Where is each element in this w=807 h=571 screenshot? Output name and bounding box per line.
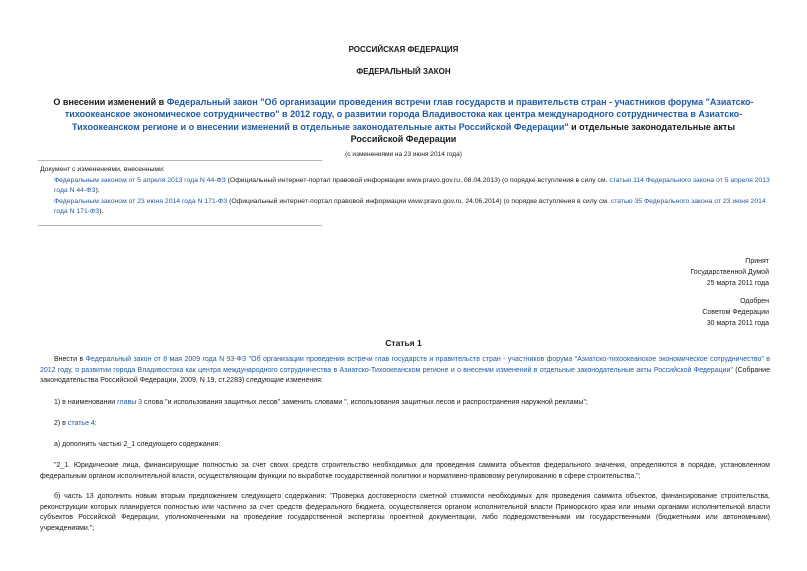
change-item: [40, 176, 772, 197]
p3-article-link[interactable]: статье 4: [67, 420, 95, 427]
approved-label: Одобрен: [740, 298, 769, 305]
body-paragraph-6: [40, 492, 770, 534]
divider-top: [38, 160, 322, 161]
approved-block: [702, 297, 769, 330]
change-text: (Официальный интернет-портал правовой информации www.pravo.gov.ru, 08.04.2013) (о порядке вступления в силу см.: [225, 176, 610, 184]
p2-pre: 1) в наименовании: [54, 399, 118, 406]
change-text: (Официальный интернет-портал правовой информации www.pravo.gov.ru, 24.06.2014) (о порядке вступления в силу см.: [227, 197, 611, 205]
document-title: [48, 96, 759, 146]
change-law-link[interactable]: Федеральным законом от 5 апреля 2013 года N 44-ФЗ: [54, 176, 226, 184]
body-paragraph-4: [40, 440, 770, 451]
accepted-body: Государственной Думой: [690, 268, 769, 276]
accepted-block: [690, 257, 769, 290]
changes-block: [40, 165, 772, 218]
title-post: и отдельные законодательные акты Российской Федерации: [350, 121, 736, 145]
p6-text: б) часть 13 дополнить новым вторым предложением следующего содержания: "Проверка достоверности сметной стоимости необходимых для проведения саммита объектов, финансирование строительства, реконструкции которых планируется полностью или частично за счет средств федерального бюджета, осуществляется органом исполнительной власти Приморского края или иными органами исполнительной власти субъектов Российской Федерации, уполномоченными на проведение государственной экспертизы проектной документации, либо подведомственными им государственными (бюджетными или автономными) учреждениями.";: [40, 493, 770, 532]
change-item: [40, 197, 772, 218]
title-pre: О внесении изменений в: [53, 97, 167, 107]
body-paragraph-2: [40, 398, 770, 409]
p1-pre: Внести в: [54, 356, 86, 363]
approved-date: 30 марта 2011 года: [706, 319, 769, 327]
body-paragraph-3: [40, 419, 770, 430]
p2-chapter-link[interactable]: главы 3: [117, 399, 143, 406]
header-doc-type: ФЕДЕРАЛЬНЫЙ ЗАКОН: [356, 67, 451, 76]
p3-pre: 2) в: [54, 420, 68, 427]
changes-intro: Документ с изменениями, внесенными:: [40, 166, 165, 173]
accepted-label: Принят: [745, 258, 769, 265]
p5-text: "2_1. Юридические лица, финансирующие полностью за счет своих средств строительство необходимых для проведения саммита объектов федерального значения, определяются в порядке, установленном федеральным органом исполнительной власти, осуществляющим функции по выработке государственной политики и нормативно-правовому регулированию в сфере строительства.";: [40, 462, 770, 480]
p1-law-link[interactable]: Федеральный закон от 8 мая 2009 года N 93-ФЗ "Об организации проведения встречи глав государств и правительств стран - участников форума "Азиатско-тихоокеанское экономическое сотрудничество" в 2012 году, о развитии города Владивостока как центра международного сотрудничества в Азиатско-Тихоокеанском регионе и о внесении изменений в отдельные законодательные акты Российской Федерации": [40, 356, 771, 374]
header-country: РОССИЙСКАЯ ФЕДЕРАЦИЯ: [348, 45, 459, 54]
article-heading: Статья 1: [385, 338, 422, 348]
p1-post: (Собрание законодательства Российской Федерации, 2009, N 19, ст.2283) следующие изменения:: [40, 366, 770, 384]
body-paragraph-1: [40, 355, 770, 387]
change-text-end: ).: [99, 208, 104, 216]
p4-text: а) дополнить частью 2_1 следующего содержания:: [54, 441, 221, 448]
p2-post: слова "и использования защитных лесов" заменить словами ", использования защитных лесов и распространения наружной рекламы";: [142, 399, 588, 406]
body-paragraph-5: [40, 461, 770, 482]
change-law-link[interactable]: Федеральным законом от 23 июня 2014 года N 171-ФЗ: [54, 197, 228, 205]
edition-note: (с изменениями на 23 июня 2014 года): [345, 151, 462, 158]
title-law-link[interactable]: Федеральный закон "Об организации проведения встречи глав государств и правительств стран - участников форума "Азиатско-тихоокеанское экономическое сотрудничество" в 2012 году, о развитии города Владивостока как центра международного сотрудничества в Азиатско-Тихоокеанском регионе и о внесении изменений в отдельные законодательные акты Российской Федерации": [64, 97, 754, 132]
divider-bottom: [38, 225, 322, 226]
approved-body: Советом Федерации: [702, 308, 769, 316]
change-article-link[interactable]: статью 114 Федерального закона от 5 апреля 2013 года N 44-ФЗ: [54, 176, 770, 195]
accepted-date: 25 марта 2011 года: [706, 279, 769, 287]
change-article-link[interactable]: статью 35 Федерального закона от 23 июня 2014 года N 171-ФЗ: [54, 197, 766, 216]
change-text-end: );: [95, 187, 100, 195]
p3-post: :: [94, 420, 97, 427]
